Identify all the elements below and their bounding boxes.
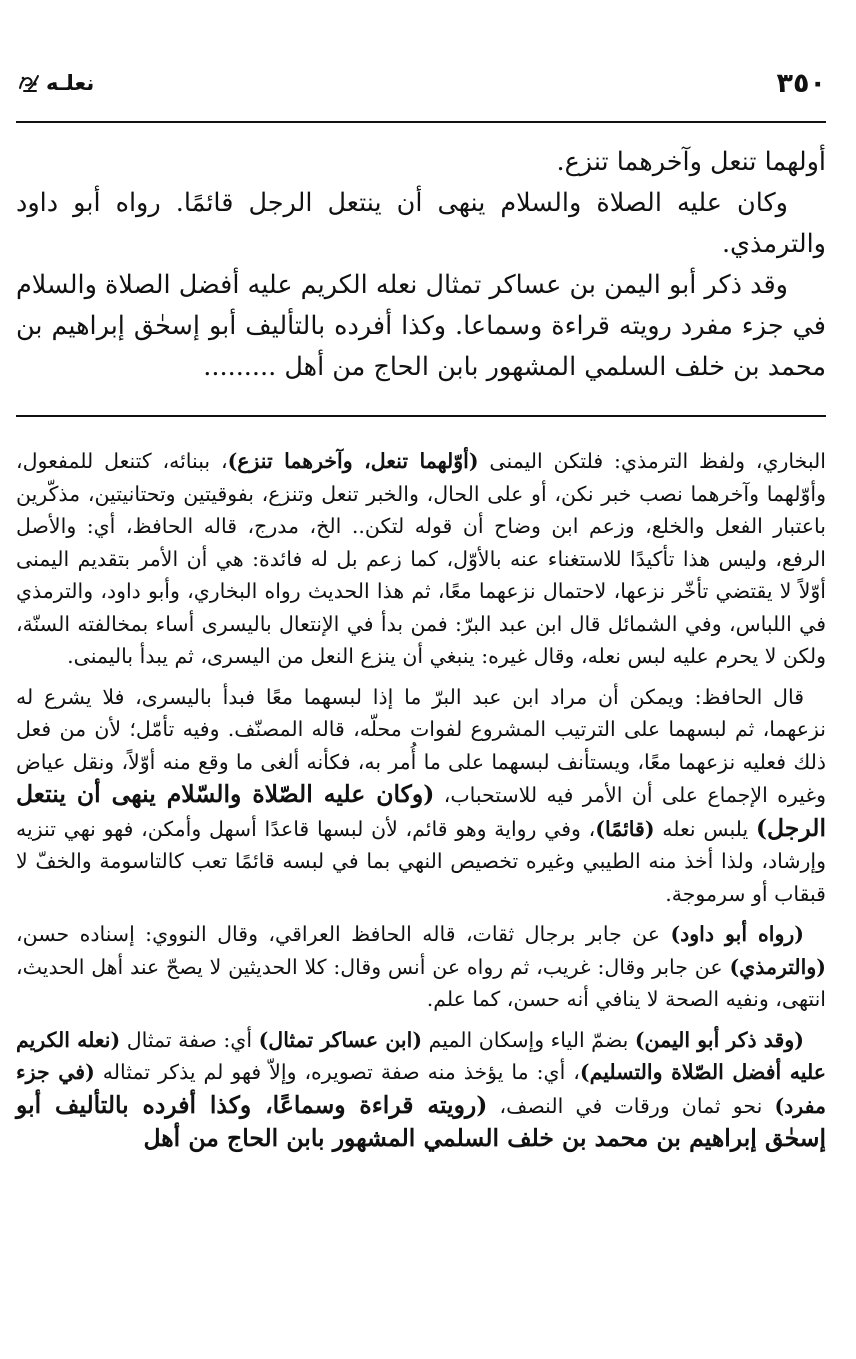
page-number: ٣٥٠	[776, 68, 826, 99]
commentary-text-run: ، وفي رواية وهو قائم، لأن لبسها قاعدًا أسهل وأمكن، فهو نهي تنزيه وإرشاد، ولذا أخذ منه الطيبي وغيره تخصيص النهي بما في لبسه قائمًا تعب كالتاسومة والخفّ لا قبقاب أو سرموجة.	[16, 816, 826, 906]
running-title	[16, 70, 94, 96]
quoted-matn: (وكان عليه الصّلاة والسّلام ينهى أن ينتعل الرجل)	[16, 780, 826, 842]
quoted-matn: (والترمذي)	[729, 954, 826, 979]
commentary-text-run: بضمّ الياء وإسكان الميم	[428, 1027, 629, 1052]
commentary-text-run: قال الحافظ: ويمكن أن مراد ابن عبد البرّ ما إذا لبسهما معًا فبدأ باليسرى، فلا يشرع له نزعهما، ثم لبسهما على الترتيب المشروع لفوات محلّه، قاله المصنّف. وفيه تأمّل؛ لأن من فعل ذلك فعليه نزعهما معًا، ويستأنف لبسهما على ما أُمر به، فكأنه ألغى ما وقع منه أوّلاً، ونقل عياض وغيره الإجماع على أن الأمر فيه للاستحباب،	[16, 684, 826, 807]
commentary-text-run: عن جابر وقال: غريب، ثم رواه عن أنس وقال: كلا الحديثين لا يصحّ عند أهل الحديث، انتهى، ونفيه الصحة لا ينافي أنه حسن، كما علم.	[16, 954, 826, 1011]
running-title-text: نعلـه	[46, 71, 95, 95]
quoted-matn: (ابن عساكر تمثال)	[258, 1027, 423, 1052]
main-paragraph-2: وكان عليه الصلاة والسلام ينهى أن ينتعل الرجل قائمًا. رواه أبو داود والترمذي.	[16, 188, 826, 259]
main-text	[16, 142, 826, 388]
page-header	[16, 60, 826, 116]
commentary-paragraph-2	[16, 681, 826, 911]
commentary-text	[16, 445, 826, 1164]
quoted-matn: (في جزء مفرد)	[16, 1060, 826, 1118]
quoted-matn: (أوّلهما تنعل، وآخرهما تنزع)	[227, 449, 479, 473]
quoted-matn: (نعله الكريم عليه أفضل الصّلاة والتسليم)	[16, 1027, 826, 1084]
commentary-text-run: يلبس نعله	[662, 816, 749, 841]
commentary-text-run: ، ببنائه، كتنعل للمفعول، وأوّلهما وآخرهما نصب خبر نكن، أو على الحال، والخبر تنعل وتنزع، بفوقيتين وتحتانيتين، مذكّرين باعتبار الفعل والخلع، وزعم ابن وضاح أن قوله لتكن.. الخ، مدرج، قاله الحافظ، أي: والأصل الرفع، وليس هذا تأكيدًا للاستغناء عنه بالأوّل، كما زعم بل له فائدة: هي أن الأمر بتقديم اليمنى أوّلاً لا يقتضي تأخّر نزعها، لاحتمال نزعهما معًا، ثم هذا الحديث رواه البخاري، وأبو داود، والترمذي في اللباس، وفي الشمائل قال ابن عبد البرّ: فمن بدأ في الإنتعال باليسرى أساء بمخالفته السنّة، ولكن لا يحرم عليه لبس نعله، وقال غيره: ينبغي أن ينزع النعل من اليسرى، ثم يبدأ باليمنى.	[16, 449, 826, 668]
quoted-matn: (قائمًا)	[595, 816, 655, 841]
header-rule	[16, 121, 826, 123]
main-paragraph-3: وقد ذكر أبو اليمن بن عساكر تمثال نعله الكريم عليه أفضل الصلاة والسلام في جزء مفرد رويته قراءة وسماعا. وكذا أفرده بالتأليف أبو إسحٰق إبراهيم بن محمد بن خلف السلمي المشهور بابن الحاج من أهل .........	[16, 270, 826, 382]
commentary-divider	[16, 415, 826, 417]
quoted-matn: (رواه أبو داود)	[670, 922, 804, 946]
quoted-matn: (رويته قراءة وسماعًا، وكذا أفرده بالتأليف أبو إسحٰق إبراهيم بن محمد بن خلف السلمي المشهور بابن الحاج من أهل	[16, 1090, 826, 1152]
main-line-1: أولهما تنعل وآخرهما تنزع.	[556, 147, 826, 177]
commentary-paragraph-1	[16, 445, 826, 673]
commentary-paragraph-4	[16, 1024, 826, 1156]
commentary-text-run: نحو ثمان ورقات في النصف،	[499, 1093, 763, 1118]
commentary-paragraph-3	[16, 918, 826, 1016]
quoted-matn: (وقد ذكر أبو اليمن)	[634, 1027, 804, 1052]
commentary-text-run: عن جابر برجال ثقات، قاله الحافظ العراقي، وقال النووي: إسناده حسن،	[16, 922, 661, 946]
commentary-text-run: البخاري، ولفظ الترمذي: فلتكن اليمنى	[489, 449, 826, 473]
salawat-icon	[16, 70, 42, 96]
commentary-text-run: ، أي: ما يؤخذ منه صفة تصويره، وإلاّ فهو لم يذكر تمثاله	[102, 1060, 580, 1084]
commentary-text-run: أي: صفة تمثال	[126, 1027, 253, 1052]
